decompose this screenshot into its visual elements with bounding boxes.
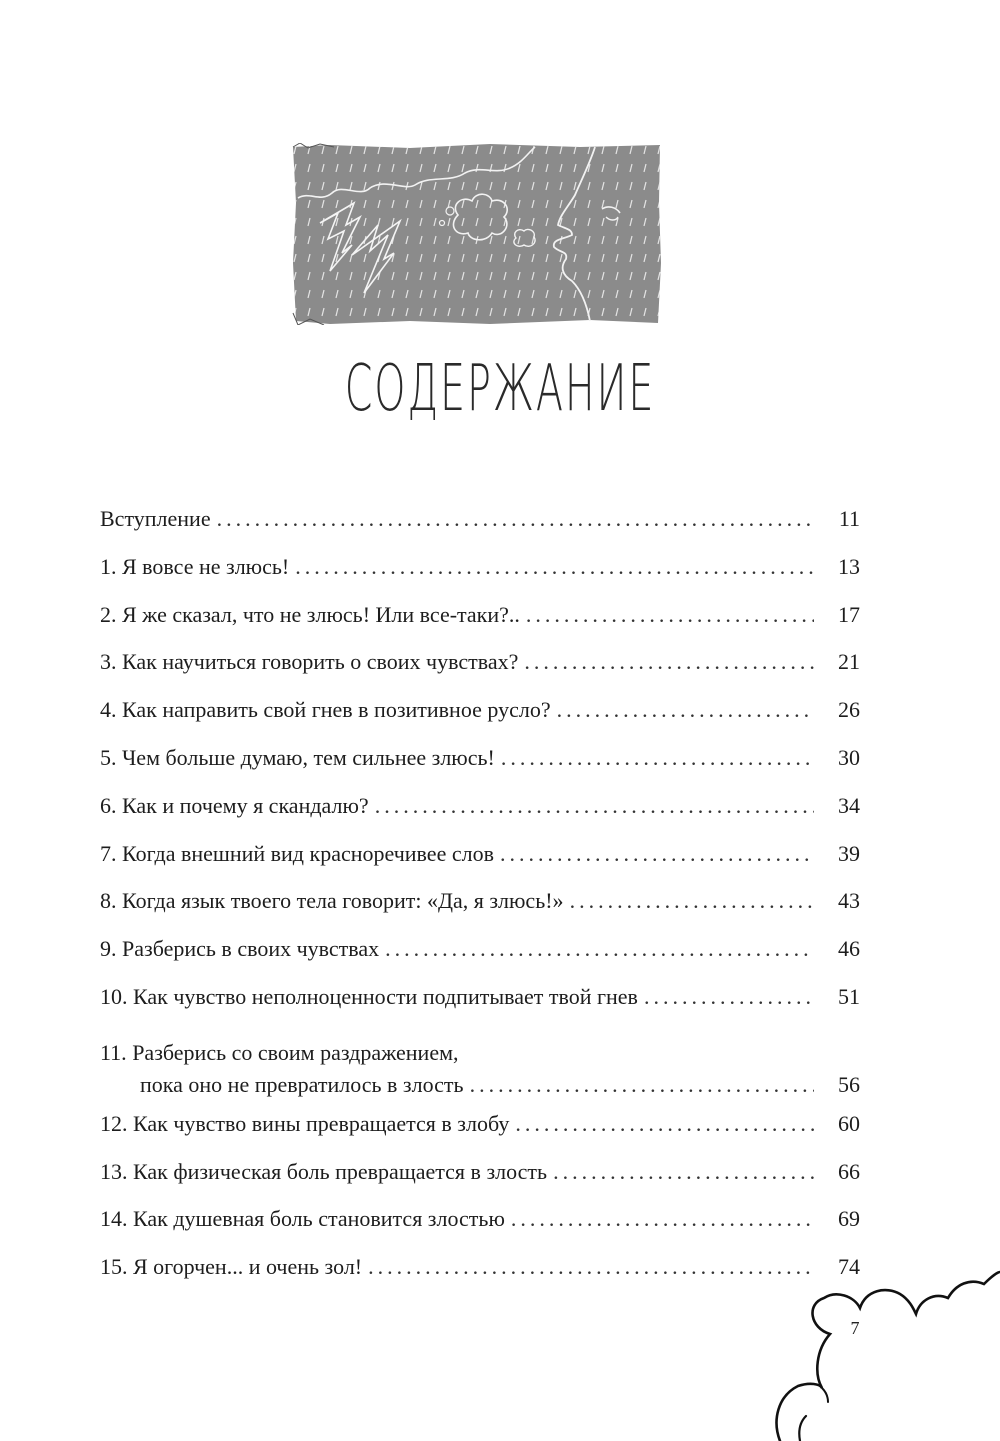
toc-entry-title: Как душевная боль становится злостью — [133, 1206, 505, 1232]
toc-leader-dots — [553, 1148, 814, 1196]
toc-entry-number: 1. — [100, 553, 122, 579]
toc-entry-page: 39 — [838, 840, 860, 866]
page-number: 7 — [850, 1318, 860, 1338]
rain-lightning-illustration — [290, 143, 662, 325]
toc-entry-title: Как научиться говорить о своих чувствах? — [122, 649, 519, 675]
toc-leader-dots — [368, 1243, 814, 1291]
cloud-outline-icon — [770, 1270, 1000, 1441]
toc-entry[interactable] — [100, 973, 860, 1021]
toc-entry-page: 74 — [838, 1254, 860, 1280]
toc-entry-number: 4. — [100, 697, 122, 723]
toc-entry-title: Как чувство неполноценности подпитывает твой гнев — [133, 983, 638, 1009]
toc-entry-title: Вступление — [100, 506, 211, 531]
toc-entry-title: Чем больше думаю, тем сильнее злюсь! — [122, 744, 495, 770]
toc-entry-number: 12. — [100, 1110, 133, 1136]
toc-leader-dots — [470, 1069, 814, 1101]
toc-entry-number: 8. — [100, 888, 122, 914]
toc-entry-page: 13 — [838, 553, 860, 579]
toc-leader-dots — [524, 638, 814, 686]
toc-entry[interactable] — [100, 686, 860, 734]
toc-entry-title: Я же сказал, что не злюсь! Или все-таки?.. — [122, 601, 520, 627]
toc-entry-page: 30 — [838, 744, 860, 770]
toc-entry-page: 56 — [838, 1071, 860, 1097]
toc-entry-number: 3. — [100, 649, 122, 675]
toc-entry-page: 17 — [838, 601, 860, 627]
toc-entry-title: Как чувство вины превращается в злобу — [133, 1110, 510, 1136]
toc-entry-number: 9. — [100, 936, 122, 962]
toc-entry-title: Разберись со своим раздражением, — [132, 1039, 459, 1065]
toc-leader-dots — [501, 734, 814, 782]
toc-leader-dots — [570, 877, 814, 925]
toc-entry[interactable] — [100, 830, 860, 878]
toc-leader-dots — [557, 686, 814, 734]
toc-entry-page: 66 — [838, 1158, 860, 1184]
toc-entry-page: 60 — [838, 1110, 860, 1136]
toc-entry[interactable] — [100, 638, 860, 686]
toc-entry[interactable] — [100, 1100, 860, 1148]
toc-entry[interactable] — [100, 877, 860, 925]
toc-entry-page: 34 — [838, 792, 860, 818]
toc-entry-number: 13. — [100, 1158, 133, 1184]
toc-entry[interactable] — [100, 734, 860, 782]
toc-entry-page: 11 — [838, 506, 860, 531]
toc-leader-dots — [217, 495, 814, 543]
toc-leader-dots — [375, 782, 814, 830]
toc-entry-title: Я огорчен... и очень зол! — [133, 1254, 363, 1280]
toc-entry-number: 14. — [100, 1206, 133, 1232]
toc-leader-dots — [644, 973, 814, 1021]
toc-entry-number: 5. — [100, 744, 122, 770]
toc-entry[interactable] — [100, 1021, 860, 1100]
toc-entry-number: 6. — [100, 792, 122, 818]
toc-leader-dots — [385, 925, 814, 973]
toc-entry-number: 7. — [100, 840, 122, 866]
toc-entry-page: 43 — [838, 888, 860, 914]
toc-entry-title: Когда внешний вид красноречивее слов — [122, 840, 494, 866]
toc-leader-dots — [295, 543, 814, 591]
toc-entry[interactable] — [100, 1243, 860, 1291]
toc-entry[interactable] — [100, 782, 860, 830]
toc-entry-number: 10. — [100, 983, 133, 1009]
toc-entry[interactable] — [100, 591, 860, 639]
toc-entry-page: 26 — [838, 697, 860, 723]
toc-entry-number: 2. — [100, 601, 122, 627]
toc-entry-page: 21 — [838, 649, 860, 675]
toc-entry-title: Я вовсе не злюсь! — [122, 553, 290, 579]
toc-entry[interactable] — [100, 1195, 860, 1243]
toc-entry-page: 69 — [838, 1206, 860, 1232]
toc-entry-title: Когда язык твоего тела говорит: «Да, я злюсь!» — [122, 888, 564, 914]
toc-entry-title-continued: пока оно не превратилось в злость — [140, 1071, 464, 1097]
table-of-contents — [100, 495, 860, 1291]
toc-entry-title: Разберись в своих чувствах — [122, 936, 380, 962]
toc-entry[interactable] — [100, 925, 860, 973]
toc-entry-page: 51 — [838, 983, 860, 1009]
toc-entry-page: 46 — [838, 936, 860, 962]
toc-entry-title: Как направить свой гнев в позитивное русло? — [122, 697, 551, 723]
toc-leader-dots — [526, 591, 814, 639]
toc-entry-number: 11. — [100, 1039, 133, 1065]
toc-entry[interactable] — [100, 1148, 860, 1196]
toc-entry-number: 15. — [100, 1254, 133, 1280]
toc-entry[interactable] — [100, 543, 860, 591]
toc-entry-title: Как физическая боль превращается в злость — [133, 1158, 548, 1184]
page-title: СОДЕРЖАНИЕ — [344, 352, 656, 426]
toc-entry-title: Как и почему я скандалю? — [122, 792, 369, 818]
toc-leader-dots — [515, 1100, 814, 1148]
toc-entry[interactable] — [100, 495, 860, 543]
toc-leader-dots — [511, 1195, 814, 1243]
toc-leader-dots — [500, 830, 814, 878]
